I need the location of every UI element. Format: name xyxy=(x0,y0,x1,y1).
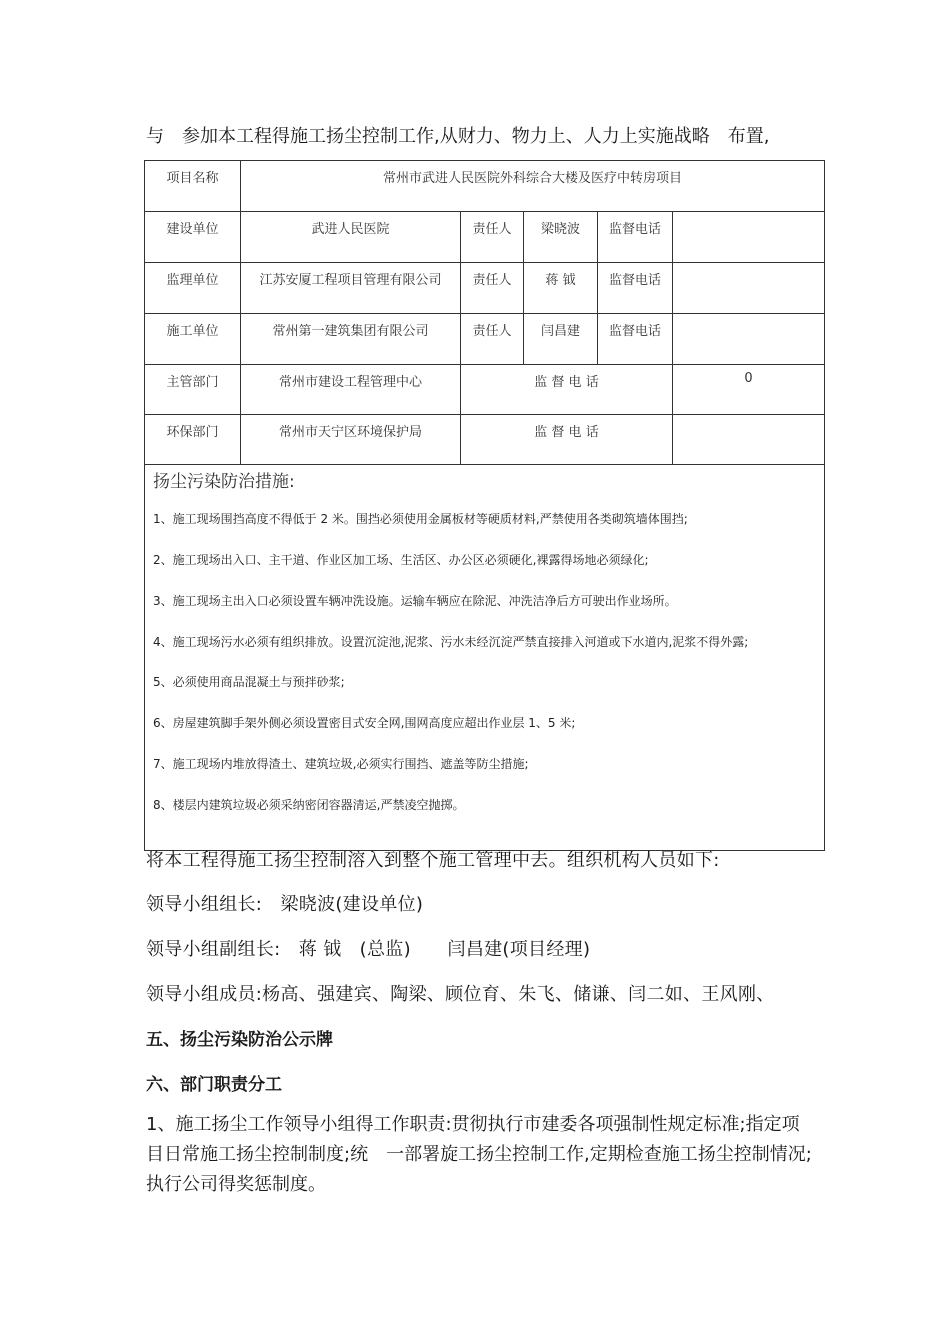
row-phone-label: 监督电话 xyxy=(598,263,673,314)
row-label: 主管部门 xyxy=(145,365,241,415)
row-org: 常州第一建筑集团有限公司 xyxy=(241,314,461,365)
vice-leader-line: 领导小组副组长: 蒋 钺 (总监) 闫昌建(项目经理) xyxy=(146,939,591,960)
list-item: 8、楼层内建筑垃圾必须采纳密闭容器清运,严禁凌空抛掷。 xyxy=(153,798,465,812)
row-org: 常州市建设工程管理中心 xyxy=(241,365,461,415)
list-item: 3、施工现场主出入口必须设置车辆冲洗设施。运输车辆应在除泥、冲洗洁净后方可驶出作业场所。 xyxy=(153,594,677,608)
table-row xyxy=(145,314,825,365)
duty-paragraph: 1、施工扬尘工作领导小组得工作职责:贯彻执行市建委各项强制性规定标准;指定项目日常施工扬尘控制制度;统 一部署旋工扬尘控制工作,定期检查施工扬尘控制情况;执行公司得奖惩制度。 xyxy=(146,1114,812,1195)
project-info-table xyxy=(144,160,825,851)
project-name-row xyxy=(145,161,825,212)
row-phone-label: 监督电话 xyxy=(598,212,673,263)
leader-line: 领导小组组长: 梁晓波(建设单位) xyxy=(146,894,424,915)
row-phone-label: 监 督 电 话 xyxy=(461,365,673,415)
measures-title: 扬尘污染防治措施: xyxy=(153,472,295,492)
list-item: 2、施工现场出入口、主干道、作业区加工场、生活区、办公区必须硬化,裸露得场地必须绿化; xyxy=(153,553,649,567)
section-six-heading: 六、部门职责分工 xyxy=(146,1075,282,1095)
members-line: 领导小组成员:杨高、强建宾、陶梁、顾位育、朱飞、储谦、闫二如、王风刚、 xyxy=(146,984,775,1005)
measures-cell xyxy=(145,465,825,851)
measures-row xyxy=(145,465,825,851)
row-phone: 0 xyxy=(673,365,825,415)
section-five-heading: 五、扬尘污染防治公示牌 xyxy=(146,1030,333,1050)
row-phone xyxy=(673,314,825,365)
list-item: 7、施工现场内堆放得渣土、建筑垃圾,必须实行围挡、遮盖等防尘措施; xyxy=(153,757,529,771)
row-label: 环保部门 xyxy=(145,415,241,465)
row-phone xyxy=(673,415,825,465)
list-item: 5、必须使用商品混凝土与预拌砂浆; xyxy=(153,675,345,689)
row-resp-label: 责任人 xyxy=(461,263,524,314)
row-resp-label: 责任人 xyxy=(461,212,524,263)
row-phone xyxy=(673,263,825,314)
table-row xyxy=(145,365,825,415)
after-table-text: 将本工程得施工扬尘控制溶入到整个施工管理中去。组织机构人员如下: xyxy=(146,850,720,871)
table-row xyxy=(145,415,825,465)
row-org: 常州市天宁区环境保护局 xyxy=(241,415,461,465)
list-item: 4、施工现场污水必须有组织排放。设置沉淀池,泥浆、污水未经沉淀严禁直接排入河道或下水道内,泥浆不得外露; xyxy=(153,635,749,649)
row-label: 监理单位 xyxy=(145,263,241,314)
row-resp: 梁晓波 xyxy=(524,212,598,263)
row-resp: 蒋 钺 xyxy=(524,263,598,314)
row-org: 江苏安厦工程项目管理有限公司 xyxy=(241,263,461,314)
row-phone xyxy=(673,212,825,263)
row-label: 施工单位 xyxy=(145,314,241,365)
row-resp-label: 责任人 xyxy=(461,314,524,365)
list-item: 6、房屋建筑脚手架外侧必须设置密目式安全网,围网高度应超出作业层 1、5 米; xyxy=(153,716,576,730)
row-resp: 闫昌建 xyxy=(524,314,598,365)
row-org: 武进人民医院 xyxy=(241,212,461,263)
table-row xyxy=(145,263,825,314)
row-phone-label: 监 督 电 话 xyxy=(461,415,673,465)
project-name: 常州市武进人民医院外科综合大楼及医疗中转房项目 xyxy=(241,161,825,212)
intro-line: 与 参加本工程得施工扬尘控制工作,从财力、物力上、人力上实施战略 布置, xyxy=(146,126,770,147)
project-label: 项目名称 xyxy=(145,161,241,212)
row-label: 建设单位 xyxy=(145,212,241,263)
row-phone-label: 监督电话 xyxy=(598,314,673,365)
table-row xyxy=(145,212,825,263)
measures-list xyxy=(153,509,824,815)
list-item: 1、施工现场围挡高度不得低于 2 米。围挡必须使用金属板材等硬质材料,严禁使用各类砌筑墙体围挡; xyxy=(153,512,688,526)
